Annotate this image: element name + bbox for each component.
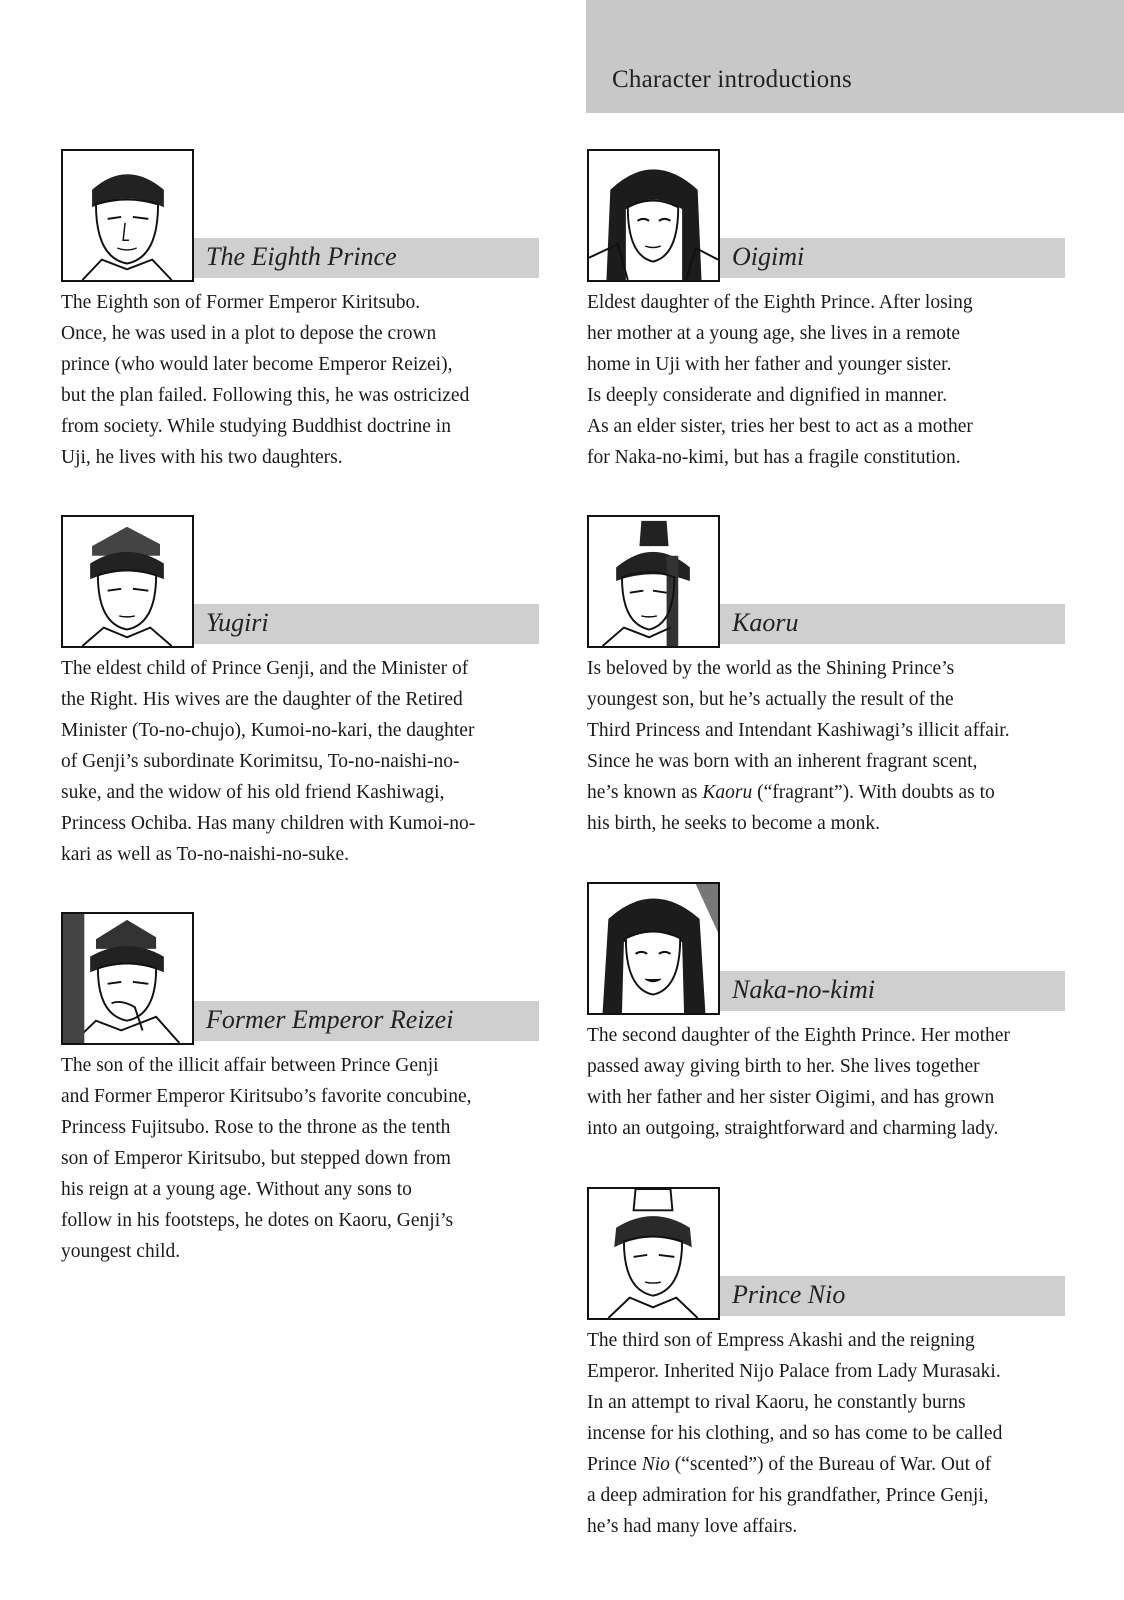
character-name: Yugiri bbox=[206, 608, 269, 637]
character-name: The Eighth Prince bbox=[206, 242, 397, 271]
character-name-bar bbox=[194, 604, 539, 644]
character-name: Kaoru bbox=[732, 608, 799, 637]
character-description: Eldest daughter of the Eighth Prince. After losing her mother at a young age, she lives in a remote home in Uji with her father and younger sister. Is deeply considerate and dignified in manner. As an elder sister, tries her best to act as a mother for Naka-no-kimi, but has a fragile constitution. bbox=[587, 292, 973, 468]
yugiri-portrait bbox=[61, 515, 194, 648]
oigimi-portrait bbox=[587, 149, 720, 282]
character-name-bar bbox=[720, 1276, 1065, 1316]
character-name: Oigimi bbox=[732, 242, 805, 271]
character-description: The son of the illicit affair between Prince Genji and Former Emperor Kiritsubo’s favorite concubine, Princess Fujitsubo. Rose to the throne as the tenth son of Emperor Kiritsubo, but stepped down from his reign at a young age. Without any sons to follow in his footsteps, he dotes on Kaoru, Genji’s youngest child. bbox=[61, 1055, 472, 1262]
character-name-bar bbox=[720, 971, 1065, 1011]
reizei-portrait bbox=[61, 912, 194, 1045]
character-description: The third son of Empress Akashi and the reigning Emperor. Inherited Nijo Palace from Lady Murasaki. In an attempt to rival Kaoru, he constantly burns incense for his clothing, and so has come to be called Prince Nio (“scented”) of the Bureau of War. Out of a deep admiration for his grandfather, Prince Genji, he’s had many love affairs. bbox=[587, 1330, 1003, 1537]
character-name-bar bbox=[720, 604, 1065, 644]
character-name: Prince Nio bbox=[732, 1280, 846, 1309]
character-description: The Eighth son of Former Emperor Kiritsubo. Once, he was used in a plot to depose the crown prince (who would later become Emperor Reizei), but the plan failed. Following this, he was ostricized from society. While studying Buddhist doctrine in Uji, he lives with his two daughters. bbox=[61, 292, 470, 468]
character-description: The eldest child of Prince Genji, and the Minister of the Right. His wives are the daughter of the Retired Minister (To-no-chujo), Kumoi-no-kari, the daughter of Genji’s subordinate Korimitsu, To-no-naishi-no- suke, and the widow of his old friend Kashiwagi, Princess Ochiba. Has many children with Kumoi-no- kari as well as To-no-naishi-no-suke. bbox=[61, 658, 476, 865]
page-title: Character introductions bbox=[612, 66, 852, 93]
character-name-bar bbox=[194, 1001, 539, 1041]
character-description: Is beloved by the world as the Shining Prince’s youngest son, but he’s actually the result of the Third Princess and Intendant Kashiwagi’s illicit affair. Since he was born with an inherent fragrant scent, he’s known as Kaoru (“fragrant”). With doubts as to his birth, he seeks to become a monk. bbox=[587, 658, 1010, 834]
eighth-prince-portrait bbox=[61, 149, 194, 282]
kaoru-portrait bbox=[587, 515, 720, 648]
header-bar bbox=[586, 0, 1124, 113]
character-description: The second daughter of the Eighth Prince. Her mother passed away giving birth to her. She lives together with her father and her sister Oigimi, and has grown into an outgoing, straightforward and charming lady. bbox=[587, 1025, 1010, 1139]
character-name: Naka-no-kimi bbox=[732, 975, 875, 1004]
character-name: Former Emperor Reizei bbox=[206, 1005, 454, 1034]
character-name-bar bbox=[194, 238, 539, 278]
naka-no-kimi-portrait bbox=[587, 882, 720, 1015]
character-name-bar bbox=[720, 238, 1065, 278]
prince-nio-portrait bbox=[587, 1187, 720, 1320]
